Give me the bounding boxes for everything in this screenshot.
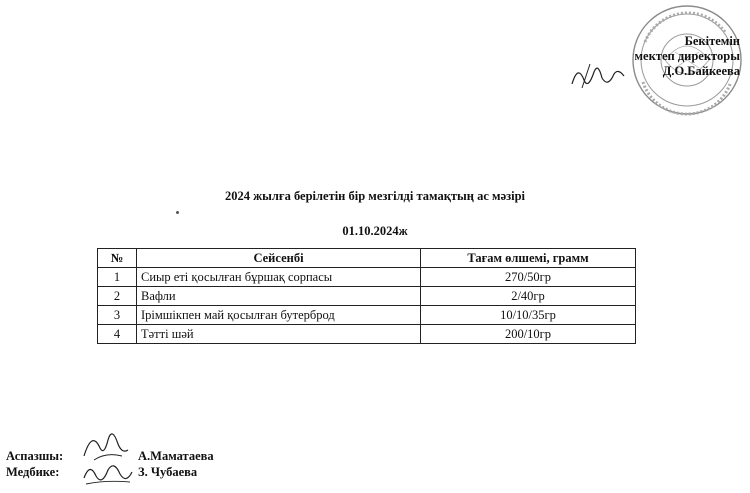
row-weight: 10/10/35гр [421,306,636,325]
row-dish: Тәтті шәй [137,325,421,344]
ink-speck [176,211,179,214]
row-number: 4 [98,325,137,344]
nurse-signature [80,458,136,490]
row-weight: 270/50гр [421,268,636,287]
table-row [98,306,636,325]
menu-date: 01.10.2024ж [342,224,408,238]
row-dish: Ірімшікпен май қосылған бутерброд [137,306,421,325]
cook-role-label: Аспазшы: [6,449,64,463]
row-weight: 200/10гр [421,325,636,344]
approval-line-2: мектеп директоры [634,49,740,63]
director-signature [568,58,628,98]
header-portion-size: Тағам өлшемі, грамм [421,249,636,268]
row-number: 2 [98,287,137,306]
table-row [98,268,636,287]
table-row [98,287,636,306]
row-number: 3 [98,306,137,325]
row-weight: 2/40гр [421,287,636,306]
cook-name: А.Маматаева [138,449,214,463]
row-dish: Вафли [137,287,421,306]
approval-line-3: Д.О.Байкеева [662,64,740,78]
row-number: 1 [98,268,137,287]
table-header-row [98,249,636,268]
header-number: № [98,249,137,268]
row-dish: Сиыр еті қосылған бұршақ сорпасы [137,268,421,287]
nurse-role-label: Медбике: [6,465,60,479]
header-day: Сейсенбі [137,249,421,268]
menu-table [97,248,636,344]
table-row [98,325,636,344]
menu-title: 2024 жылға берілетін бір мезгілді тамақтың ас мәзірі [224,189,526,203]
approval-line-1: Бекітемін [684,34,740,48]
nurse-name: З. Чубаева [138,465,198,479]
